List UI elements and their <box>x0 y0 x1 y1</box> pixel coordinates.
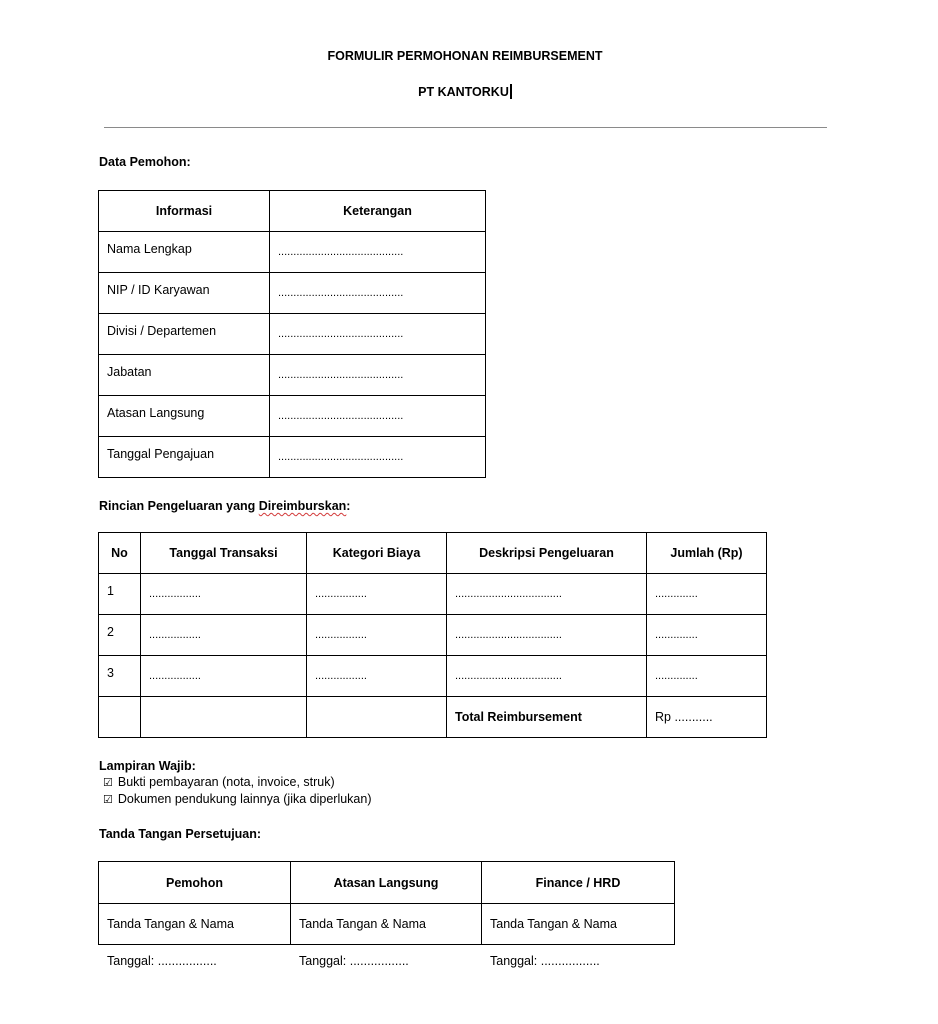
company-name: PT KANTORKU <box>418 85 509 99</box>
attachment-item <box>103 791 372 809</box>
column-header-keterangan: Keterangan <box>270 191 486 232</box>
field-value[interactable]: ......................................... <box>270 437 486 478</box>
row-number: 1 <box>99 574 141 615</box>
field-label: NIP / ID Karyawan <box>99 273 270 314</box>
column-header-description: Deskripsi Pengeluaran <box>447 533 647 574</box>
column-header-finance: Finance / HRD <box>482 862 675 904</box>
applicant-table-header <box>99 191 486 232</box>
field-label: Nama Lengkap <box>99 232 270 273</box>
header-divider <box>104 127 827 128</box>
row-number: 3 <box>99 656 141 697</box>
signatures-table-header <box>99 862 675 904</box>
column-header-date: Tanggal Transaksi <box>141 533 307 574</box>
applicant-heading: Data Pemohon: <box>99 155 191 169</box>
expenses-heading-prefix: Rincian Pengeluaran yang <box>99 499 259 513</box>
description-cell[interactable]: ................................... <box>447 574 647 615</box>
attachment-label: Bukti pembayaran (nota, invoice, struk) <box>117 775 335 789</box>
row-number: 2 <box>99 615 141 656</box>
column-header-category: Kategori Biaya <box>307 533 447 574</box>
expenses-heading <box>99 499 350 513</box>
field-label: Tanggal Pengajuan <box>99 437 270 478</box>
column-header-pemohon: Pemohon <box>99 862 291 904</box>
table-row <box>99 574 767 615</box>
description-cell[interactable]: ................................... <box>447 615 647 656</box>
table-row <box>99 314 486 355</box>
field-label: Jabatan <box>99 355 270 396</box>
signature-row <box>99 904 675 945</box>
checkbox-checked-icon[interactable]: ☑ <box>103 794 113 806</box>
category-cell[interactable]: ................. <box>307 615 447 656</box>
date-cell[interactable]: ................. <box>141 574 307 615</box>
amount-cell[interactable]: .............. <box>647 656 767 697</box>
field-value[interactable]: ......................................... <box>270 355 486 396</box>
column-header-informasi: Informasi <box>99 191 270 232</box>
column-header-no: No <box>99 533 141 574</box>
column-header-amount: Jumlah (Rp) <box>647 533 767 574</box>
amount-cell[interactable]: .............. <box>647 615 767 656</box>
attachments-heading: Lampiran Wajib: <box>99 759 196 773</box>
signatures-heading: Tanda Tangan Persetujuan: <box>99 827 262 841</box>
signature-field[interactable]: Tanda Tangan & Nama <box>99 904 291 945</box>
field-value[interactable]: ......................................... <box>270 396 486 437</box>
table-row <box>99 396 486 437</box>
expenses-heading-word: Direimburskan <box>258 499 347 513</box>
date-field-finance[interactable]: Tanggal: ................. <box>490 954 600 968</box>
applicant-table <box>98 190 486 478</box>
total-row <box>99 697 767 738</box>
table-row <box>99 615 767 656</box>
signature-field[interactable]: Tanda Tangan & Nama <box>291 904 482 945</box>
table-row <box>99 232 486 273</box>
total-value[interactable]: Rp ........... <box>647 697 767 738</box>
table-row <box>99 273 486 314</box>
field-value[interactable]: ......................................... <box>270 314 486 355</box>
empty-cell <box>307 697 447 738</box>
table-row <box>99 656 767 697</box>
field-value[interactable]: ......................................... <box>270 273 486 314</box>
total-label: Total Reimbursement <box>447 697 647 738</box>
empty-cell <box>141 697 307 738</box>
description-cell[interactable]: ................................... <box>447 656 647 697</box>
date-cell[interactable]: ................. <box>141 615 307 656</box>
expenses-table <box>98 532 767 738</box>
attachment-label: Dokumen pendukung lainnya (jika diperlukan) <box>117 792 372 806</box>
signature-field[interactable]: Tanda Tangan & Nama <box>482 904 675 945</box>
checkbox-checked-icon[interactable]: ☑ <box>103 777 113 789</box>
category-cell[interactable]: ................. <box>307 656 447 697</box>
expenses-heading-suffix: : <box>346 499 351 513</box>
text-cursor <box>510 84 512 99</box>
amount-cell[interactable]: .............. <box>647 574 767 615</box>
attachment-item <box>103 774 335 792</box>
company-name-line <box>0 84 930 99</box>
signatures-table <box>98 861 675 945</box>
column-header-atasan: Atasan Langsung <box>291 862 482 904</box>
empty-cell <box>99 697 141 738</box>
expenses-table-header <box>99 533 767 574</box>
form-title: FORMULIR PERMOHONAN REIMBURSEMENT <box>327 49 603 63</box>
field-label: Atasan Langsung <box>99 396 270 437</box>
field-value[interactable]: ......................................... <box>270 232 486 273</box>
date-field-atasan[interactable]: Tanggal: ................. <box>299 954 409 968</box>
table-row <box>99 355 486 396</box>
category-cell[interactable]: ................. <box>307 574 447 615</box>
date-cell[interactable]: ................. <box>141 656 307 697</box>
date-field-pemohon[interactable]: Tanggal: ................. <box>107 954 217 968</box>
table-row <box>99 437 486 478</box>
field-label: Divisi / Departemen <box>99 314 270 355</box>
